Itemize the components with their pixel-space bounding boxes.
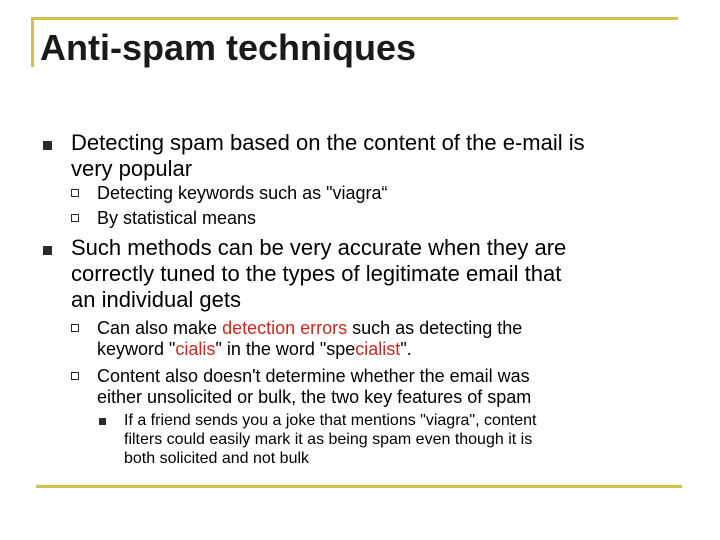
bullet-2-2-1-line2: filters could easily mark it as being spam even though it is xyxy=(124,431,533,448)
bullet-2-line3: an individual gets xyxy=(71,287,242,312)
bullet-2-2 xyxy=(97,366,531,408)
slide-title: Anti-spam techniques xyxy=(40,27,417,68)
bullet-2-1-text-a: Can also make xyxy=(97,318,223,338)
highlight-cialis: cialis xyxy=(175,339,216,359)
bullet-2-1-text-e: ". xyxy=(400,339,412,359)
highlight-detection-errors: detection errors xyxy=(222,318,348,338)
bullet-1-line2: very popular xyxy=(71,156,193,181)
bullet-2 xyxy=(71,235,566,313)
bullet-2-2-1 xyxy=(124,411,536,468)
bullet-2-1-text-d: " in the word "spe xyxy=(215,339,356,359)
bullet-2-1-text-b: such as detecting the xyxy=(347,318,523,338)
bullet-2-line2: correctly tuned to the types of legitimate email that xyxy=(71,261,562,286)
bullet-2-1-text-c: keyword " xyxy=(97,339,176,359)
frame-top-rule xyxy=(33,17,678,20)
bullet-1-2: By statistical means xyxy=(97,208,257,228)
hollow-square-icon xyxy=(71,189,79,197)
frame-left-rule xyxy=(31,17,34,67)
frame-bottom-rule xyxy=(36,485,682,488)
bullet-1 xyxy=(71,130,585,182)
bullet-2-line1: Such methods can be very accurate when they are xyxy=(71,235,567,260)
highlight-cialist: cialist xyxy=(355,339,401,359)
hollow-square-icon xyxy=(71,214,79,222)
bullet-2-2-line1: Content also doesn't determine whether the email was xyxy=(97,366,530,386)
small-square-icon xyxy=(99,418,106,425)
bullet-square-icon xyxy=(43,246,52,255)
bullet-2-2-1-line3: both solicited and not bulk xyxy=(124,450,310,467)
bullet-1-line1: Detecting spam based on the content of the e-mail is xyxy=(71,130,585,155)
bullet-1-1: Detecting keywords such as "viagra“ xyxy=(97,183,388,203)
hollow-square-icon xyxy=(71,372,79,380)
bullet-square-icon xyxy=(43,141,52,150)
bullet-2-1 xyxy=(97,318,522,360)
bullet-2-2-line2: either unsolicited or bulk, the two key features of spam xyxy=(97,387,532,407)
hollow-square-icon xyxy=(71,324,79,332)
bullet-2-2-1-line1: If a friend sends you a joke that mentions "viagra", content xyxy=(124,412,537,429)
